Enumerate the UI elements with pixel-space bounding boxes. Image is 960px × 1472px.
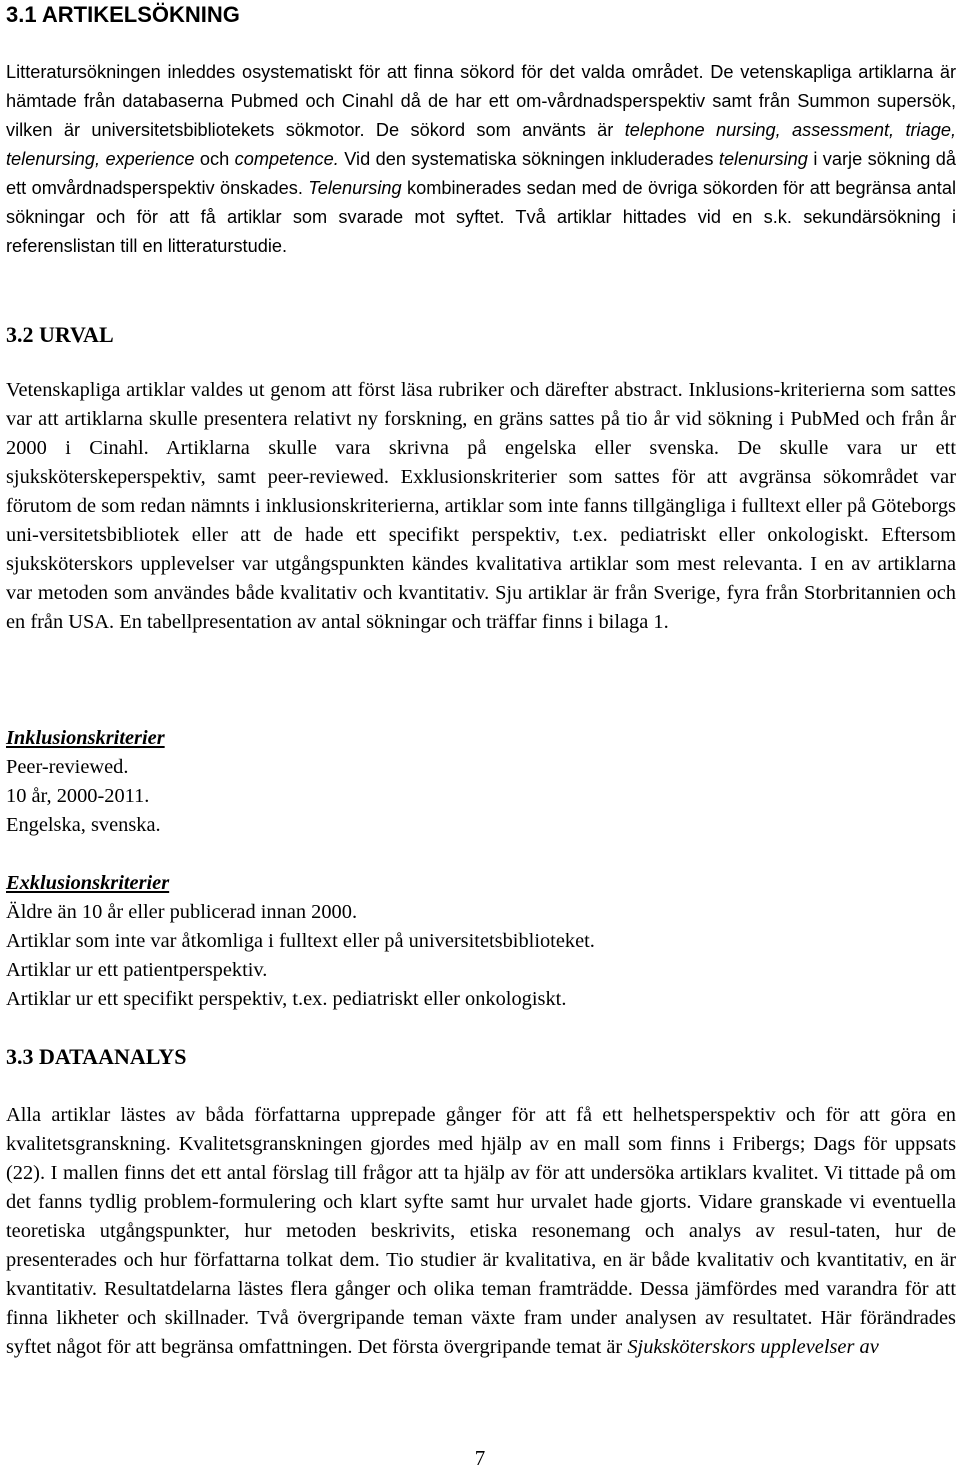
section-heading-dataanalys: 3.3 DATAANALYS	[6, 1044, 187, 1069]
list-item: Artiklar ur ett specifikt perspektiv, t.ex. pediatriskt eller onkologiskt.	[6, 988, 567, 1010]
text-run: kombinerades sedan med de övriga sökorden för att begränsa antal sökningar och för att få artiklar som svarade mot syftet. Två artiklar hittades vid en s.k. sekundärsökning i referenslistan till en litteraturstudie.	[6, 178, 956, 256]
dataanalys-paragraph	[6, 1101, 956, 1362]
exclusion-criteria-list	[6, 869, 595, 1014]
text-run: Alla artiklar lästes av båda författarna upprepade gånger för att få ett helhetsperspektiv och för att göra en kvalitetsgranskning. Kvalitetsgranskningen gjordes med hjälp av en mall som finns i Fribergs; Dags för uppsats (22). I mallen finns det ett antal förslag till frågor att ta hjälp av för att undersöka artiklars kvalitet. Vi tittade på om det fanns tydlig problem-formulering och klart syfte samt hur urvalet hade gjorts. Vidare granskade vi eventuella teoretiska utgångspunkter, hur metoden beskrivits, etiska resonemang och analys av resul-taten, hur de presenterades och hur författarna tolkat dem. Tio studier är kvalitativa, en är både kvalitativ och kvantitativ, en är kvantitativ. Resultatdelarna lästes flera gånger och olika teman framträdde. Dessa jämfördes med varandra för att finna likheter och skillnader. Två övergripande teman växte fram under analysen av resultatet. Här förändrades syftet något för att begränsa omfattningen. Det första övergripande temat är	[6, 1104, 956, 1358]
exclusion-criteria-title: Exklusionskriterier	[6, 872, 170, 894]
italic-term-telenursing: telenursing	[718, 149, 808, 169]
italic-search-terms: telephone nursing, assessment, triage, telenursing, experience	[6, 120, 956, 169]
text-run: Litteratursökningen inleddes osystematiskt för att finna sökord för det valda området. De vetenskapliga artiklarna är hämtade från databaserna Pubmed och Cinahl då de har ett om-vårdnadsperspektiv samt från Summon supersök, vilken är universitetsbibliotekets sökmotor. De sökord som använts är	[6, 62, 956, 140]
artikelsokning-paragraph	[6, 58, 956, 261]
list-item: Artiklar ur ett patientperspektiv.	[6, 959, 268, 981]
text-run: Vid den systematiska sökningen inkluderades	[338, 149, 719, 169]
italic-theme-title: Sjuksköterskors upplevelser av	[627, 1336, 879, 1358]
text-run: i varje sökning då ett omvårdnadsperspektiv önskades.	[6, 149, 957, 198]
page-number: 7	[474, 1446, 486, 1470]
list-item: Engelska, svenska.	[6, 814, 161, 836]
list-item: Peer-reviewed.	[6, 756, 129, 778]
italic-term-competence: competence.	[234, 149, 339, 169]
list-item: Artiklar som inte var åtkomliga i fulltext eller på universitetsbiblioteket.	[6, 930, 595, 952]
inclusion-criteria-list	[6, 724, 165, 840]
list-item: Äldre än 10 år eller publicerad innan 2000.	[6, 901, 358, 923]
urval-paragraph: Vetenskapliga artiklar valdes ut genom att först läsa rubriker och därefter abstract. Inklusions-kriterierna som sattes var att artiklarna skulle presentera relativt ny forskning, en gräns sattes på tio år vid sökning i PubMed och från år 2000 i Cinahl. Artiklarna skulle vara skrivna på engelska eller svenska. De skulle vara ur ett sjuksköterskeperspektiv, samt peer-reviewed. Exklusionskriterier som sattes för att avgränsa sökområdet var förutom de som redan nämnts i inklusionskriterierna, artiklar som inte fanns tillgängliga i fulltext eller på Göteborgs uni-versitetsbibliotek eller att de hade ett specifikt perspektiv, t.ex. pediatriskt eller onkologiskt. Eftersom sjuksköterskors upplevelser var utgångspunkten kändes kvalitativa artiklar som mest relevanta. I en av artiklarna var metoden som användes både kvalitativ och kvantitativ. Sju artiklar är från Sverige, fyra från Storbritannien och en från USA. En tabellpresentation av antal sökningar och träffar finns i bilaga 1.	[6, 379, 956, 633]
text-run: och	[194, 149, 235, 169]
italic-term-telenursing: Telenursing	[308, 178, 402, 198]
list-item: 10 år, 2000-2011.	[6, 785, 150, 807]
section-heading-artikelsokning: 3.1 ARTIKELSÖKNING	[6, 2, 240, 27]
inclusion-criteria-title: Inklusionskriterier	[6, 727, 165, 749]
section-heading-urval: 3.2 URVAL	[6, 322, 114, 347]
